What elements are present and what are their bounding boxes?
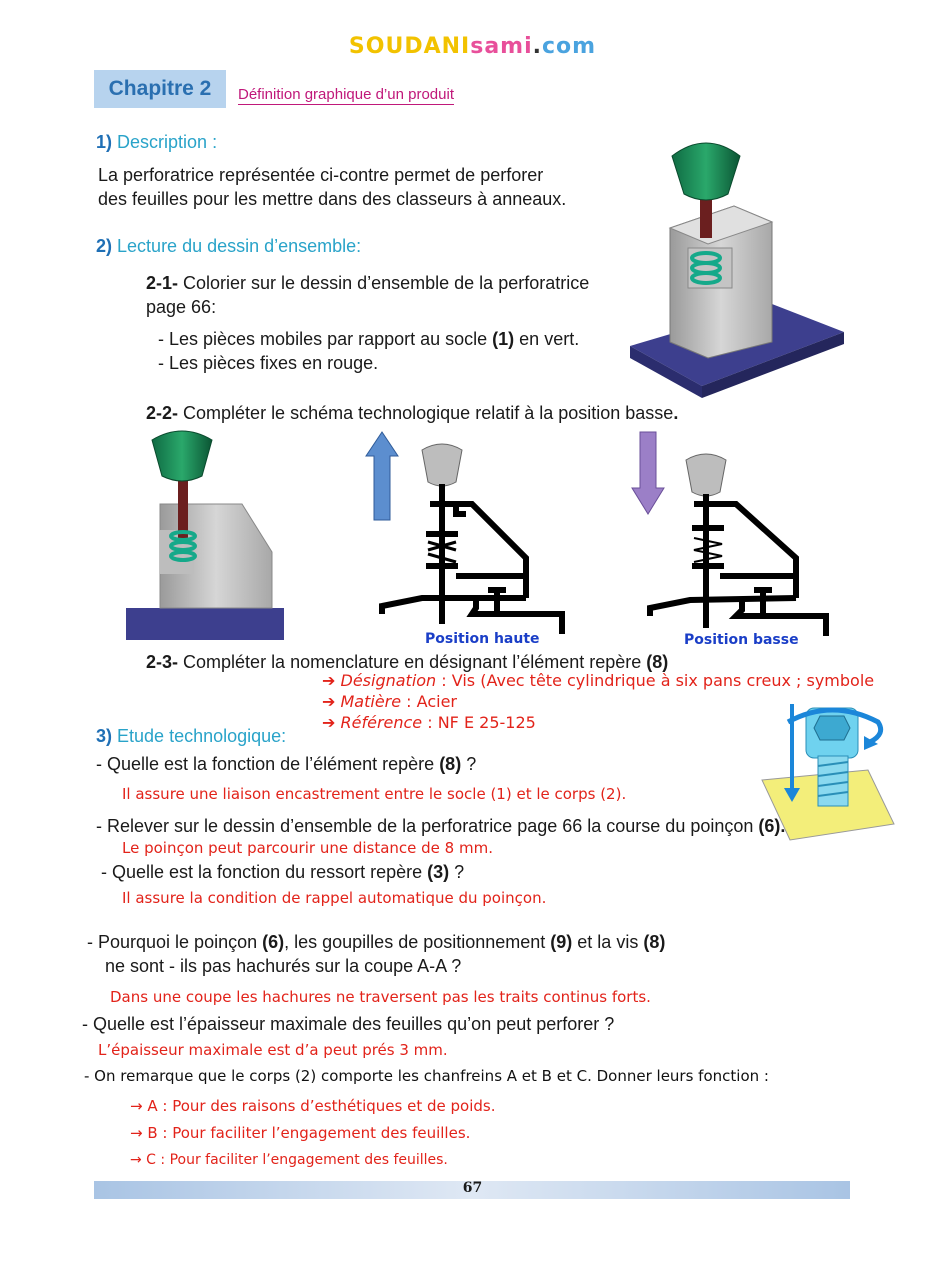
- schema-position-basse: [646, 448, 838, 638]
- answer-hachures: Dans une coupe les hachures ne traversent pas les traits continus forts.: [110, 988, 651, 1006]
- label-position-basse: Position basse: [684, 632, 799, 648]
- question-fonction-8: - Quelle est la fonction de l’élément repère (8) ?: [96, 754, 477, 774]
- site-logo: SOUDANIsami.com: [348, 34, 597, 59]
- section-2-heading: 2) Lecture du dessin d’ensemble:: [96, 236, 362, 256]
- section-1-heading: 1) Description :: [96, 132, 218, 152]
- perforatrice-side-image: [124, 428, 286, 640]
- label-position-haute: Position haute: [425, 631, 540, 647]
- section-3-heading: 3) Etude technologique:: [96, 726, 287, 746]
- question-ressort: - Quelle est la fonction du ressort repère (3) ?: [101, 862, 465, 882]
- question-course-poincon: - Relever sur le dessin d’ensemble de la perforatrice page 66 la course du poinçon (6).: [96, 816, 786, 836]
- answer-ressort: Il assure la condition de rappel automatique du poinçon.: [122, 889, 547, 907]
- question-hachures: - Pourquoi le poinçon (6), les goupilles de positionnement (9) et la vis (8) ne sont - ils pas hachurés sur la coupe A-A ?: [87, 932, 666, 976]
- question-chanfreins: - On remarque que le corps (2) comporte les chanfreins A et B et C. Donner leurs fonction :: [84, 1067, 769, 1085]
- answer-chanfrein-a: → A : Pour des raisons d’esthétiques et de poids.: [130, 1097, 496, 1115]
- answer-chanfrein-c: → C : Pour faciliter l’engagement des feuilles.: [130, 1152, 448, 1168]
- nomenclature-answer: ➔ Désignation : Vis (Avec tête cylindrique à six pans creux ; symbole ➔ Matière : Acier ➔ Référence : NF E 25-125: [322, 671, 875, 732]
- schema-position-haute: [376, 438, 572, 634]
- chapter-label: Chapitre 2: [94, 70, 226, 108]
- answer-fonction-8: Il assure une liaison encastrement entre le socle (1) et le corps (2).: [122, 785, 627, 803]
- answer-chanfrein-b: → B : Pour faciliter l’engagement des feuilles.: [130, 1124, 471, 1142]
- question-2-2: 2-2- Compléter le schéma technologique relatif à la position basse.: [146, 403, 679, 423]
- question-2-3: 2-3- Compléter la nomenclature en désignant l’élément repère (8): [146, 652, 669, 672]
- description-text: La perforatrice représentée ci-contre permet de perforer des feuilles pour les mettre dans des classeurs à anneaux.: [98, 165, 567, 209]
- question-2-1-items: - Les pièces mobiles par rapport au socle (1) en vert. - Les pièces fixes en rouge.: [158, 329, 580, 373]
- question-2-1: 2-1- Colorier sur le dessin d’ensemble de la perforatrice page 66:: [146, 273, 590, 317]
- answer-course-poincon: Le poinçon peut parcourir une distance de 8 mm.: [122, 839, 493, 857]
- chapter-title: Définition graphique d’un produit: [238, 86, 454, 103]
- page-number: 67: [462, 1180, 483, 1196]
- answer-epaisseur: L’épaisseur maximale est d’a peut prés 3 mm.: [98, 1041, 448, 1059]
- perforatrice-3d-image: [622, 136, 852, 398]
- question-epaisseur: - Quelle est l’épaisseur maximale des feuilles qu’on peut perforer ?: [82, 1014, 615, 1034]
